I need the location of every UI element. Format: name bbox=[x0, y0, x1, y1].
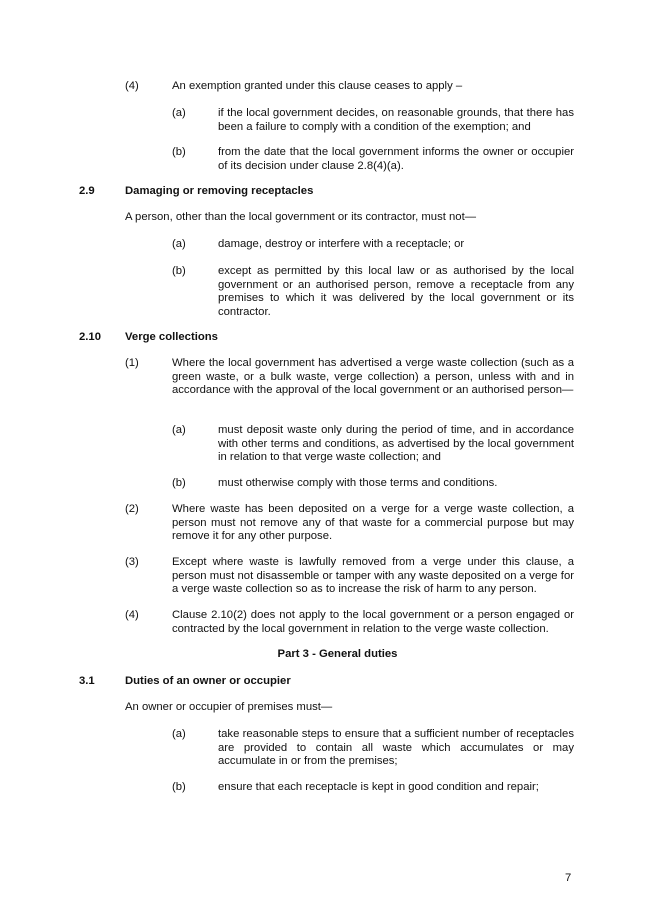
paragraph-label: (b) bbox=[172, 477, 186, 489]
paragraph-label: (a) bbox=[172, 238, 186, 250]
section-title: Damaging or removing receptacles bbox=[125, 185, 314, 197]
subclause-text: Except where waste is lawfully removed from a verge under this clause, a person must not disassemble or tamper with any waste deposited on a verge for a verge waste collection so as to increase the risk of harm to any person. bbox=[172, 556, 574, 596]
section-title: Verge collections bbox=[125, 331, 218, 343]
section-number: 3.1 bbox=[79, 675, 95, 687]
paragraph-text: from the date that the local government informs the owner or occupier of its decision under clause 2.8(4)(a). bbox=[218, 146, 574, 172]
page-number: 7 bbox=[565, 872, 572, 884]
subclause-text: An exemption granted under this clause ceases to apply – bbox=[172, 80, 463, 92]
section-intro: A person, other than the local government or its contractor, must not— bbox=[125, 211, 477, 223]
subclause-text: Where the local government has advertised a verge waste collection (such as a green waste, or a bulk waste, verge collection) a person, unless with and in accordance with the approval of the local government or an authorised person— bbox=[172, 357, 574, 397]
section-number: 2.10 bbox=[79, 331, 101, 343]
paragraph-label: (b) bbox=[172, 265, 186, 277]
paragraph-label: (a) bbox=[172, 728, 186, 740]
paragraph-text: must otherwise comply with those terms and conditions. bbox=[218, 477, 498, 489]
subclause-label: (2) bbox=[125, 503, 139, 515]
subclause-text: Clause 2.10(2) does not apply to the local government or a person engaged or contracted by the local government in relation to the verge waste collection. bbox=[172, 609, 574, 635]
subclause-label: (4) bbox=[125, 80, 139, 92]
section-intro: An owner or occupier of premises must— bbox=[125, 701, 333, 713]
paragraph-label: (b) bbox=[172, 146, 186, 158]
section-number: 2.9 bbox=[79, 185, 95, 197]
paragraph-text: if the local government decides, on reasonable grounds, that there has been a failure to comply with a condition of the exemption; and bbox=[218, 107, 574, 133]
subclause-label: (4) bbox=[125, 609, 139, 621]
paragraph-label: (a) bbox=[172, 107, 186, 119]
paragraph-text: take reasonable steps to ensure that a sufficient number of receptacles are provided to contain all waste which accumulates or may accumulate in or from the premises; bbox=[218, 728, 574, 768]
paragraph-text: except as permitted by this local law or as authorised by the local government or an authorised person, remove a receptacle from any premises to which it was delivered by the local government or its contractor. bbox=[218, 265, 574, 318]
paragraph-label: (b) bbox=[172, 781, 186, 793]
part-title: Part 3 - General duties bbox=[277, 648, 398, 660]
section-title: Duties of an owner or occupier bbox=[125, 675, 291, 687]
subclause-label: (1) bbox=[125, 357, 139, 369]
paragraph-text: ensure that each receptacle is kept in good condition and repair; bbox=[218, 781, 539, 793]
subclause-label: (3) bbox=[125, 556, 139, 568]
subclause-text: Where waste has been deposited on a verge for a verge waste collection, a person must not remove any of that waste for a commercial purpose but may remove it for any other purpose. bbox=[172, 503, 574, 543]
paragraph-text: damage, destroy or interfere with a receptacle; or bbox=[218, 238, 465, 250]
paragraph-text: must deposit waste only during the period of time, and in accordance with other terms and conditions, as advertised by the local government in relation to that verge waste collection; and bbox=[218, 424, 574, 464]
paragraph-label: (a) bbox=[172, 424, 186, 436]
